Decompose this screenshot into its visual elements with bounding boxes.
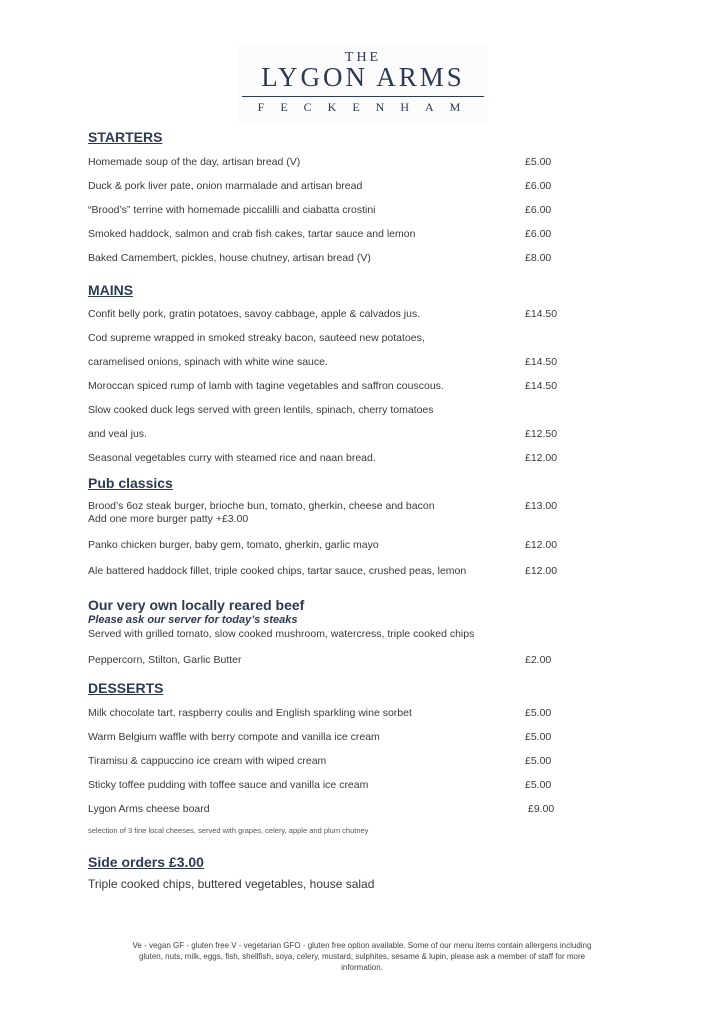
menu-item-name: Smoked haddock, salmon and crab fish cakes, tartar sauce and lemon: [88, 228, 416, 240]
beef-subheading: Please ask our server for today’s steaks: [88, 614, 298, 626]
menu-item-name: Seasonal vegetables curry with steamed rice and naan bread.: [88, 452, 376, 464]
menu-item-price: £5.00: [525, 156, 552, 168]
menu-item-name: Panko chicken burger, baby gem, tomato, gherkin, garlic mayo: [88, 539, 379, 551]
menu-item-price: £5.00: [525, 707, 552, 719]
logo-town: FECKENHAM: [257, 100, 477, 114]
menu-item-addon: Add one more burger patty +£3.00: [88, 513, 249, 525]
menu-item-price: £12.00: [525, 565, 558, 577]
cheese-board-note: selection of 3 fine local cheeses, served with grapes, celery, apple and plum chutney: [88, 826, 369, 835]
menu-item-price: £9.00: [528, 803, 555, 815]
menu-item-price: £5.00: [525, 755, 552, 767]
menu-item-name: caramelised onions, spinach with white wine sauce.: [88, 356, 328, 368]
menu-item-price: £8.00: [525, 252, 552, 264]
menu-item-name: Sticky toffee pudding with toffee sauce and vanilla ice cream: [88, 779, 369, 791]
logo-the: THE: [344, 50, 382, 65]
menu-item-price: £6.00: [525, 228, 552, 240]
menu-item-name: Homemade soup of the day, artisan bread (V): [88, 156, 301, 168]
menu-item-price: £12.00: [525, 539, 558, 551]
menu-item-price: £6.00: [525, 204, 552, 216]
starters-heading: STARTERS: [88, 129, 163, 145]
footer-line: Ve - vegan GF - gluten free V - vegetarian GFO - gluten free option available. Some of our menu items contain allergens including: [132, 941, 592, 950]
beef-served-with: Served with grilled tomato, slow cooked mushroom, watercress, triple cooked chips: [88, 628, 475, 640]
menu-item-price: £5.00: [525, 779, 552, 791]
menu-item-name: Peppercorn, Stilton, Garlic Butter: [88, 654, 242, 666]
menu-item-price: £12.50: [525, 428, 558, 440]
menu-item-price: £14.50: [525, 356, 558, 368]
menu-item-price: £2.00: [525, 654, 552, 666]
beef-heading: Our very own locally reared beef: [88, 597, 305, 613]
side-orders-list: Triple cooked chips, buttered vegetables, house salad: [88, 877, 375, 891]
menu-item-price: £12.00: [525, 452, 558, 464]
desserts-heading: DESSERTS: [88, 680, 164, 696]
footer-line: gluten, nuts, milk, eggs, fish, shellfish, soya, celery, mustard, sulphites, sesame & lupin, please ask a member of staff for more: [138, 952, 586, 961]
logo-divider: [242, 96, 484, 97]
menu-item-name: Ale battered haddock fillet, triple cooked chips, tartar sauce, crushed peas, lemon: [88, 565, 467, 577]
menu-item-name: Warm Belgium waffle with berry compote and vanilla ice cream: [88, 731, 380, 743]
side-orders-heading: Side orders £3.00: [88, 854, 204, 870]
menu-item-name: Lygon Arms cheese board: [88, 803, 210, 815]
menu-item-name: Milk chocolate tart, raspberry coulis and English sparkling wine sorbet: [88, 707, 412, 719]
menu-item-price: £5.00: [525, 731, 552, 743]
menu-item-name: Brood’s 6oz steak burger, brioche bun, tomato, gherkin, cheese and bacon: [88, 500, 435, 512]
pub-classics-heading: Pub classics: [88, 475, 173, 491]
menu-item-name: Moroccan spiced rump of lamb with tagine vegetables and saffron couscous.: [88, 380, 444, 392]
menu-item-price: £14.50: [525, 308, 558, 320]
allergen-footer: [92, 940, 632, 973]
menu-item-price: £14.50: [525, 380, 558, 392]
menu-item-name: Tiramisu & cappuccino ice cream with wiped cream: [88, 755, 327, 767]
menu-item-name: and veal jus.: [88, 428, 147, 440]
menu-item-name: Cod supreme wrapped in smoked streaky bacon, sauteed new potatoes,: [88, 332, 425, 344]
menu-item-name: Confit belly pork, gratin potatoes, savoy cabbage, apple & calvados jus.: [88, 308, 421, 320]
logo-name: LYGON ARMS: [261, 62, 465, 92]
menu-item-name: Baked Camembert, pickles, house chutney, artisan bread (V): [88, 252, 371, 264]
restaurant-logo: [238, 46, 488, 122]
menu-item-name: Duck & pork liver pate, onion marmalade and artisan bread: [88, 180, 363, 192]
mains-heading: MAINS: [88, 282, 134, 298]
menu-item-name: “Brood’s” terrine with homemade piccalilli and ciabatta crostini: [88, 204, 376, 216]
menu-item-name: Slow cooked duck legs served with green lentils, spinach, cherry tomatoes: [88, 404, 434, 416]
menu-item-price: £13.00: [525, 500, 558, 512]
menu-item-price: £6.00: [525, 180, 552, 192]
footer-line: information.: [341, 963, 383, 972]
